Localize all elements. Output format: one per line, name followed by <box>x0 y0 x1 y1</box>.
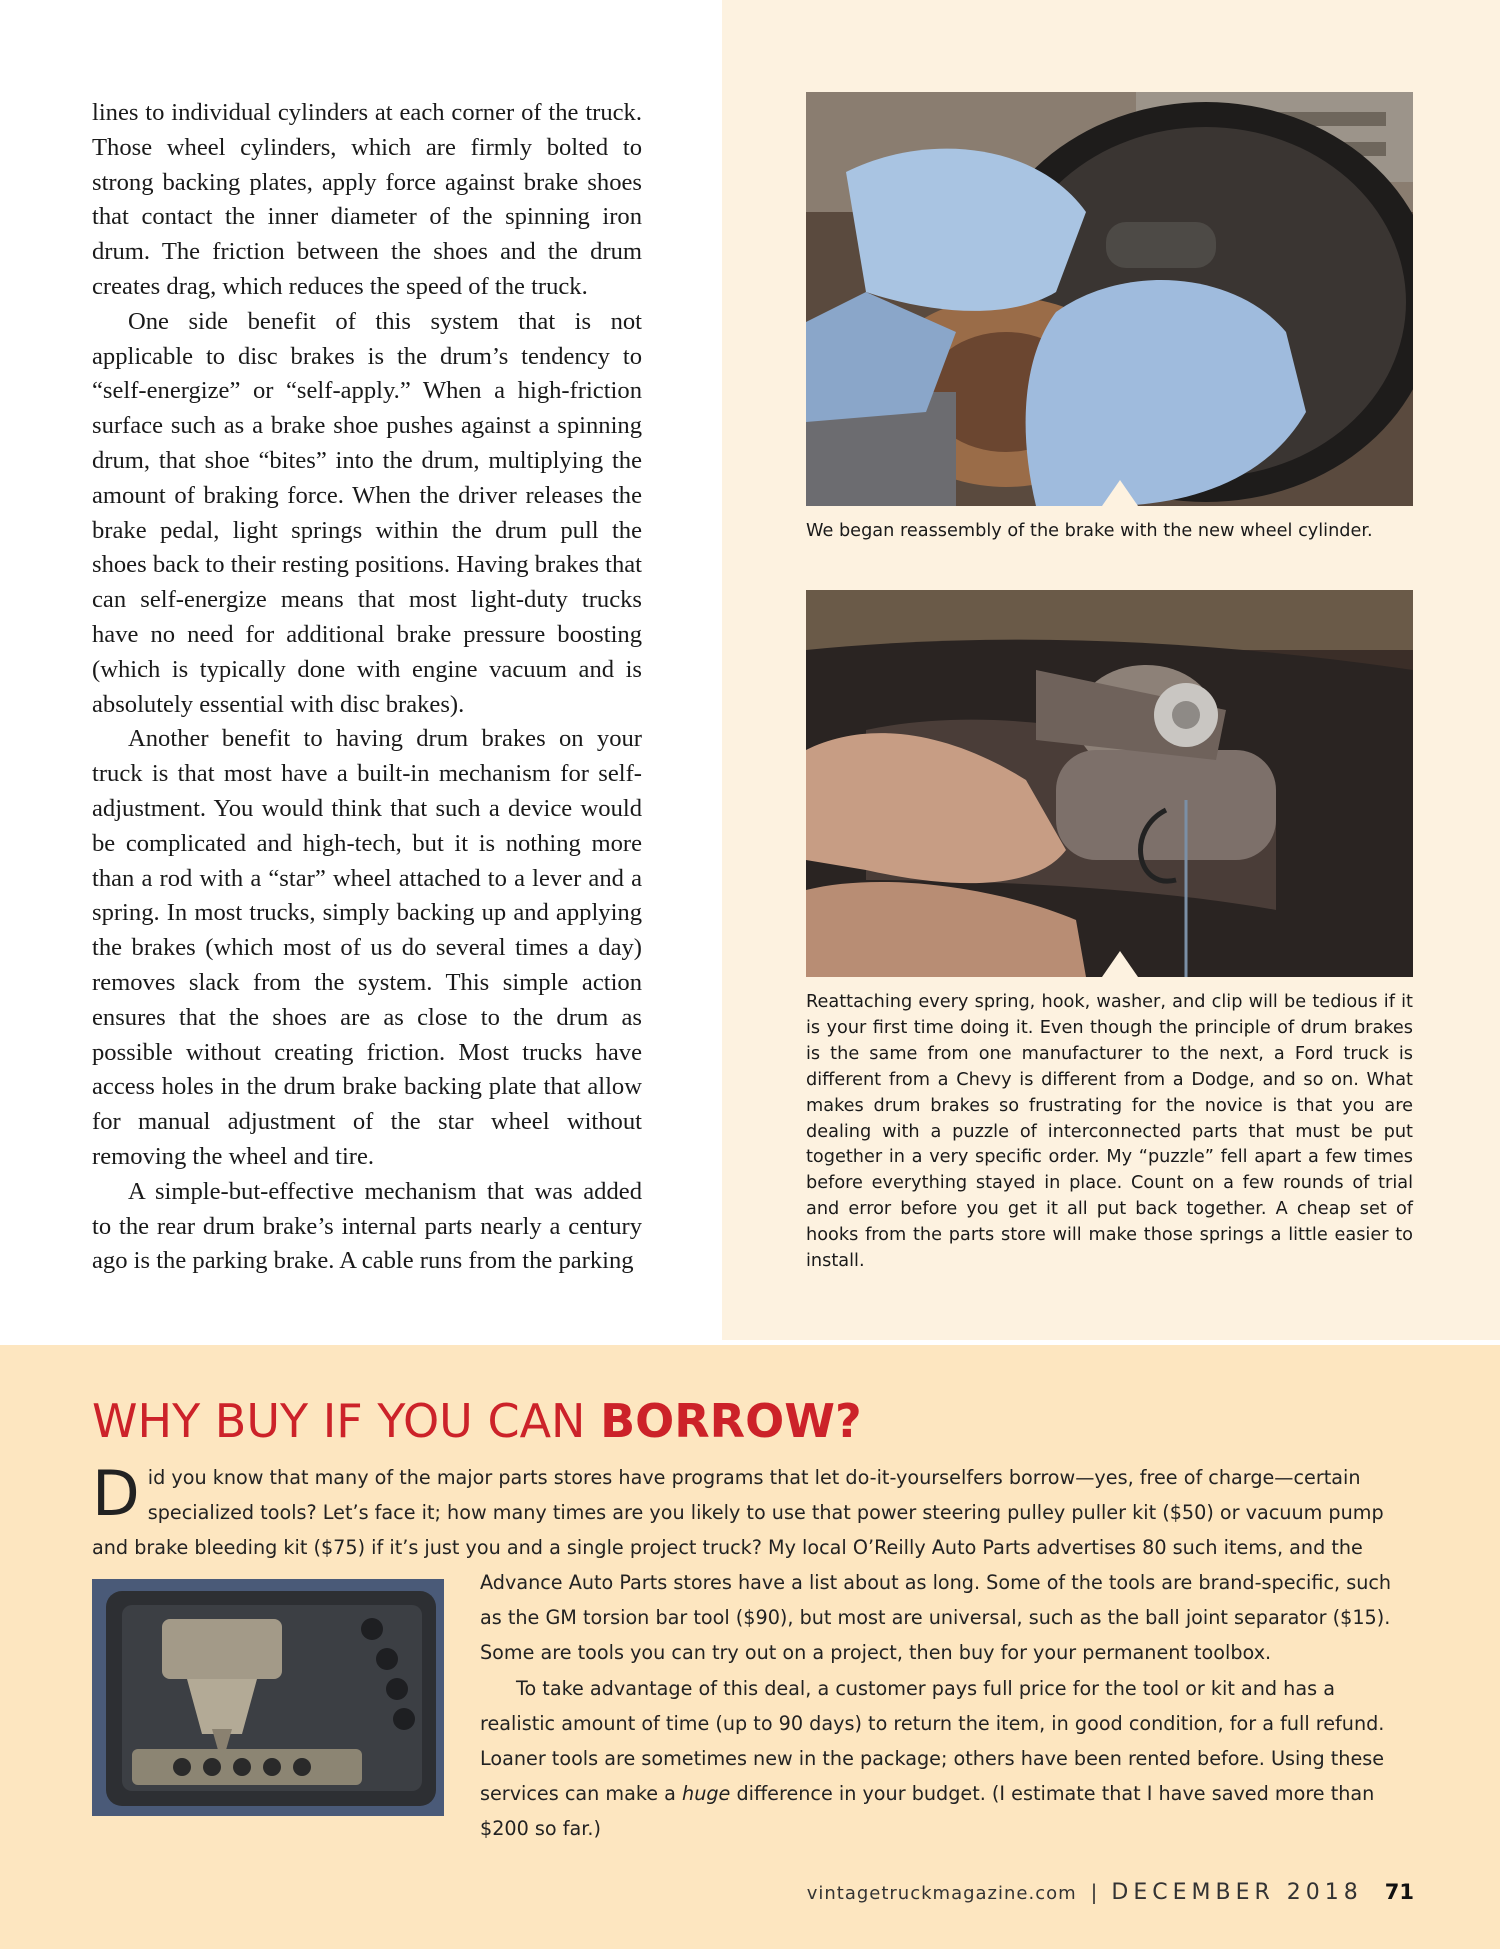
sidebar-emphasis: huge <box>682 1781 731 1805</box>
brake-spring-photo <box>806 590 1413 977</box>
flaring-tool-photo <box>92 1579 444 1816</box>
article-paragraph: Another benefit to having drum brakes on your truck is that most have a built-in mechanism for self-adjustment. You would think that such a device would be complicated and high-tech, but it is nothing more than a rod with a “star” wheel attached to a lever and a spring. In most trucks, simply backing up and applying the brakes (which most of us do several times a day) removes slack from the system. This simple action ensures that the shoes are as close to the drum as possible without creating friction. Most trucks have access holes in the drum brake backing plate that allow for manual adjustment of the star wheel without removing the wheel and tire. <box>92 725 642 1170</box>
footer-date: DECEMBER 2018 <box>1111 1880 1363 1905</box>
sidebar-title-regular: WHY BUY IF YOU CAN <box>92 1394 601 1448</box>
article-paragraph: One side benefit of this system that is not applicable to disc brakes is the drum’s tendency to “self-energize” or “self-apply.” When a high-friction surface such as a brake shoe pushes against a spinning drum, that shoe “bites” into the drum, multiplying the amount of braking force. When the driver releases the brake pedal, light springs within the drum pull the shoes back to their resting positions. Having brakes that can self-energize means that most light-duty trucks have no need for additional brake pressure boosting (which is typically done with engine vacuum and is absolutely essential with disc brakes). <box>92 307 642 718</box>
sidebar-paragraph <box>92 1457 1410 1671</box>
sidebar-title-bold: BORROW? <box>600 1394 862 1448</box>
article-column <box>92 96 642 1279</box>
caption-pointer <box>1102 951 1138 977</box>
footer-url: vintagetruckmagazine.com <box>806 1883 1077 1904</box>
photo-caption: Reattaching every spring, hook, washer, and clip will be tedious if it is your first time doing it. Even though the principle of drum brakes is the same from one manufacturer to the next, a Ford truck is different from a Chevy is different from a Dodge, and so on. What makes drum brakes so frustrating for the novice is that you are dealing with a puzzle of interconnected parts that must be put together in a very specific order. My “puzzle” fell apart a few times before everything stayed in place. Count on a few rounds of trial and error before you get it all put back together. A cheap set of hooks from the parts store will make those springs a little easier to install. <box>806 992 1413 1272</box>
caption-pointer <box>1102 480 1138 506</box>
page-number: 71 <box>1384 1880 1414 1904</box>
article-paragraph: lines to individual cylinders at each corner of the truck. Those wheel cylinders, which are firmly bolted to strong backing plates, apply force against brake shoes that contact the inner diameter of the spinning iron drum. The friction between the shoes and the drum creates drag, which reduces the speed of the truck. <box>92 99 642 300</box>
sidebar-text: Advance Auto Parts stores have a list about as long. Some of the tools are brand-specific, such as the GM torsion bar tool ($90), but most are universal, such as the ball joint separator ($15). Some are tools you can try out on a project, then buy for your permanent toolbox. <box>480 1571 1392 1665</box>
wheel-cylinder-photo <box>806 92 1413 506</box>
sidebar-body <box>92 1457 1410 1846</box>
drop-cap: D <box>92 1457 140 1530</box>
page-footer <box>807 1880 1414 1910</box>
sidebar-text: To take advantage of this deal, a customer pays full price for the tool or kit and has a realistic amount of time (up to 90 days) to return the item, in good condition, for a full refund. Loaner tools are sometimes new in the package; others have been rented before. Using these services can make a <box>480 1676 1385 1805</box>
sidebar-text: id you know that many of the major parts stores have programs that let do-it-yourselfers borrow—yes, free of charge—certain specialized tools? Let’s face it; how many times are you likely to use that power steering pulley puller kit ($50) or vacuum pump and brake bleeding kit ($75) if it’s just you and a single project truck? My local O’Reilly Auto Parts advertises 80 such items, and the <box>92 1466 1384 1560</box>
photo-caption: We began reassembly of the brake with the new wheel cylinder. <box>806 521 1373 541</box>
article-paragraph: A simple-but-effective mechanism that was added to the rear drum brake’s internal parts nearly a century ago is the parking brake. A cable runs from the parking <box>92 1177 642 1275</box>
sidebar-title <box>92 1392 862 1450</box>
sidebar-text: difference in your budget. (I estimate that I have saved more than $200 so far.) <box>480 1781 1375 1840</box>
footer-separator: | <box>1090 1880 1098 1904</box>
